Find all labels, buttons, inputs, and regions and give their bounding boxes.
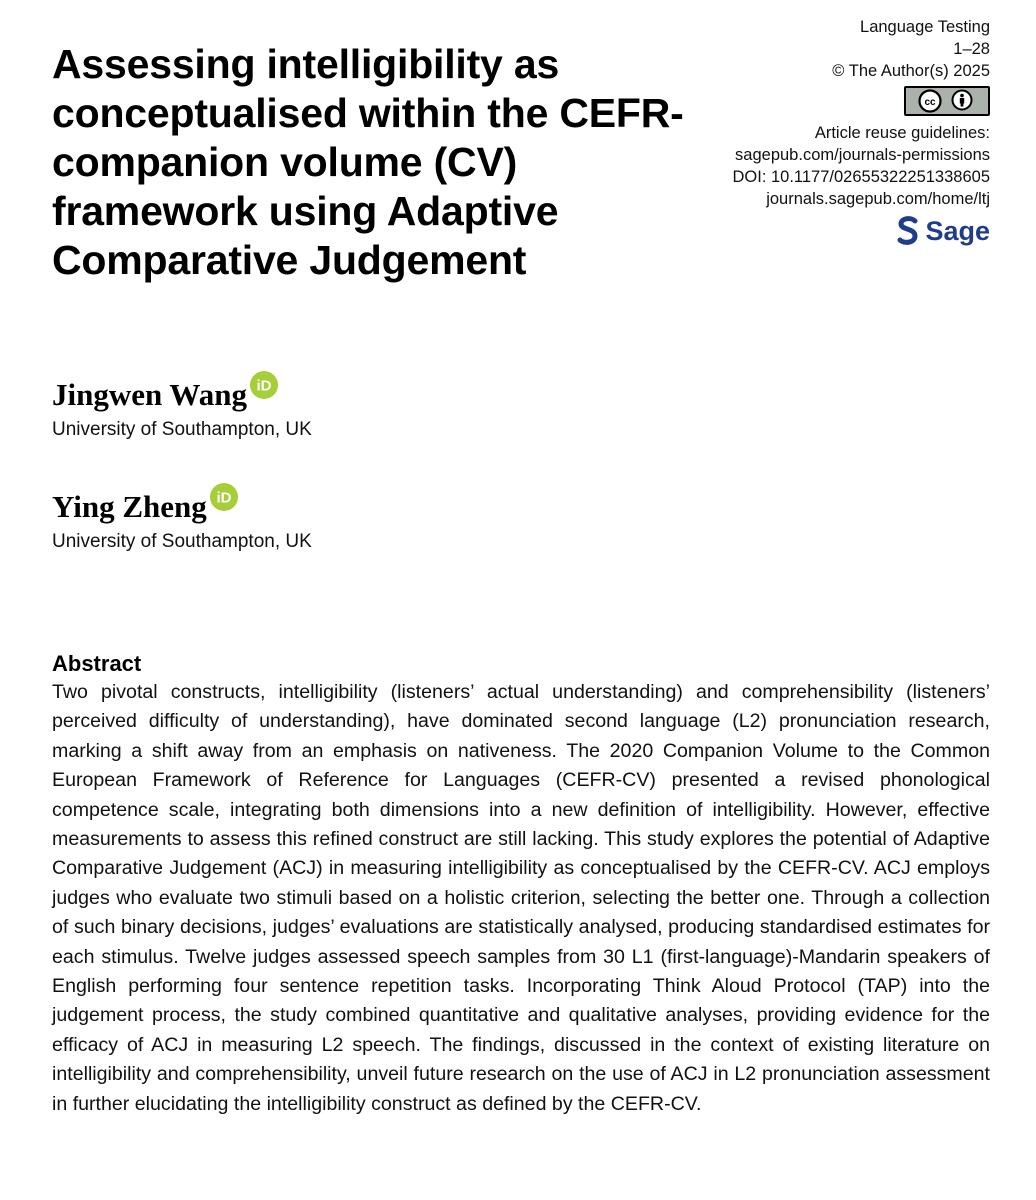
article-title: Assessing intelligibility as conceptualised within the CEFR-companion volume (CV) framework using Adaptive Comparative Judgement [52,41,684,283]
attribution-icon [950,89,976,113]
svg-text:iD: iD [256,377,272,395]
author-name: Jingwen Wang [52,377,247,412]
abstract-heading: Abstract [52,651,142,676]
reuse-guidelines-label: Article reuse guidelines: [814,124,990,142]
author-affiliation: University of Southampton, UK [52,419,312,440]
journal-home-link[interactable]: journals.sagepub.com/home/ltj [766,190,990,208]
journal-name: Language Testing [860,18,990,36]
orcid-icon[interactable] [249,370,279,400]
cc-icon [918,89,946,113]
sage-logo[interactable] [897,216,990,246]
author-block [52,490,312,554]
author-block [52,378,312,442]
sage-s-icon [897,216,919,246]
author-name-row [52,490,239,524]
svg-text:iD: iD [216,489,232,507]
svg-text:cc: cc [924,97,936,108]
cc-by-license-badge[interactable] [904,86,990,116]
copyright: © The Author(s) 2025 [832,62,990,80]
publisher-name: Sage [925,216,990,246]
author-name: Ying Zheng [52,489,207,524]
page-range: 1–28 [953,40,990,58]
orcid-icon[interactable] [209,482,239,512]
abstract-section [52,650,990,1119]
doi[interactable]: DOI: 10.1177/02655322251338605 [732,168,990,186]
journal-metadata [732,16,990,252]
author-name-row [52,378,279,412]
permissions-link[interactable]: sagepub.com/journals-permissions [735,146,990,164]
author-affiliation: University of Southampton, UK [52,531,312,552]
abstract-text: Two pivotal constructs, intelligibility (listeners’ actual understanding) and comprehensibility (listeners’ perceived difficulty of understanding), have dominated second language (L2) pronunciation research, marking a shift away from an emphasis on nativeness. The 2020 Companion Volume to the Common European Framework of Reference for Languages (CEFR-CV) presented a revised phonological competence scale, integrating both dimensions into a new definition of intelligibility. However, effective measurements to assess this refined construct are still lacking. This study explores the potential of Adaptive Comparative Judgement (ACJ) in measuring intelligibility as conceptualised by the CEFR-CV. ACJ employs judges who evaluate two stimuli based on a holistic criterion, selecting the better one. Through a collection of such binary decisions, judges’ evaluations are statistically analysed, producing standardised estimates for each stimulus. Twelve judges assessed speech samples from 30 L1 (first-language)-Mandarin speakers of English performing four sentence repetition tasks. Incorporating Think Aloud Protocol (TAP) into the judgement process, the study combined quantitative and qualitative analyses, providing evidence for the efficacy of ACJ in measuring L2 speech. The findings, discussed in the context of existing literature on intelligibility and comprehensibility, unveil future research on the use of ACJ in L2 pronunciation assessment in further elucidating the intelligibility construct as defined by the CEFR-CV. [52,681,990,1115]
